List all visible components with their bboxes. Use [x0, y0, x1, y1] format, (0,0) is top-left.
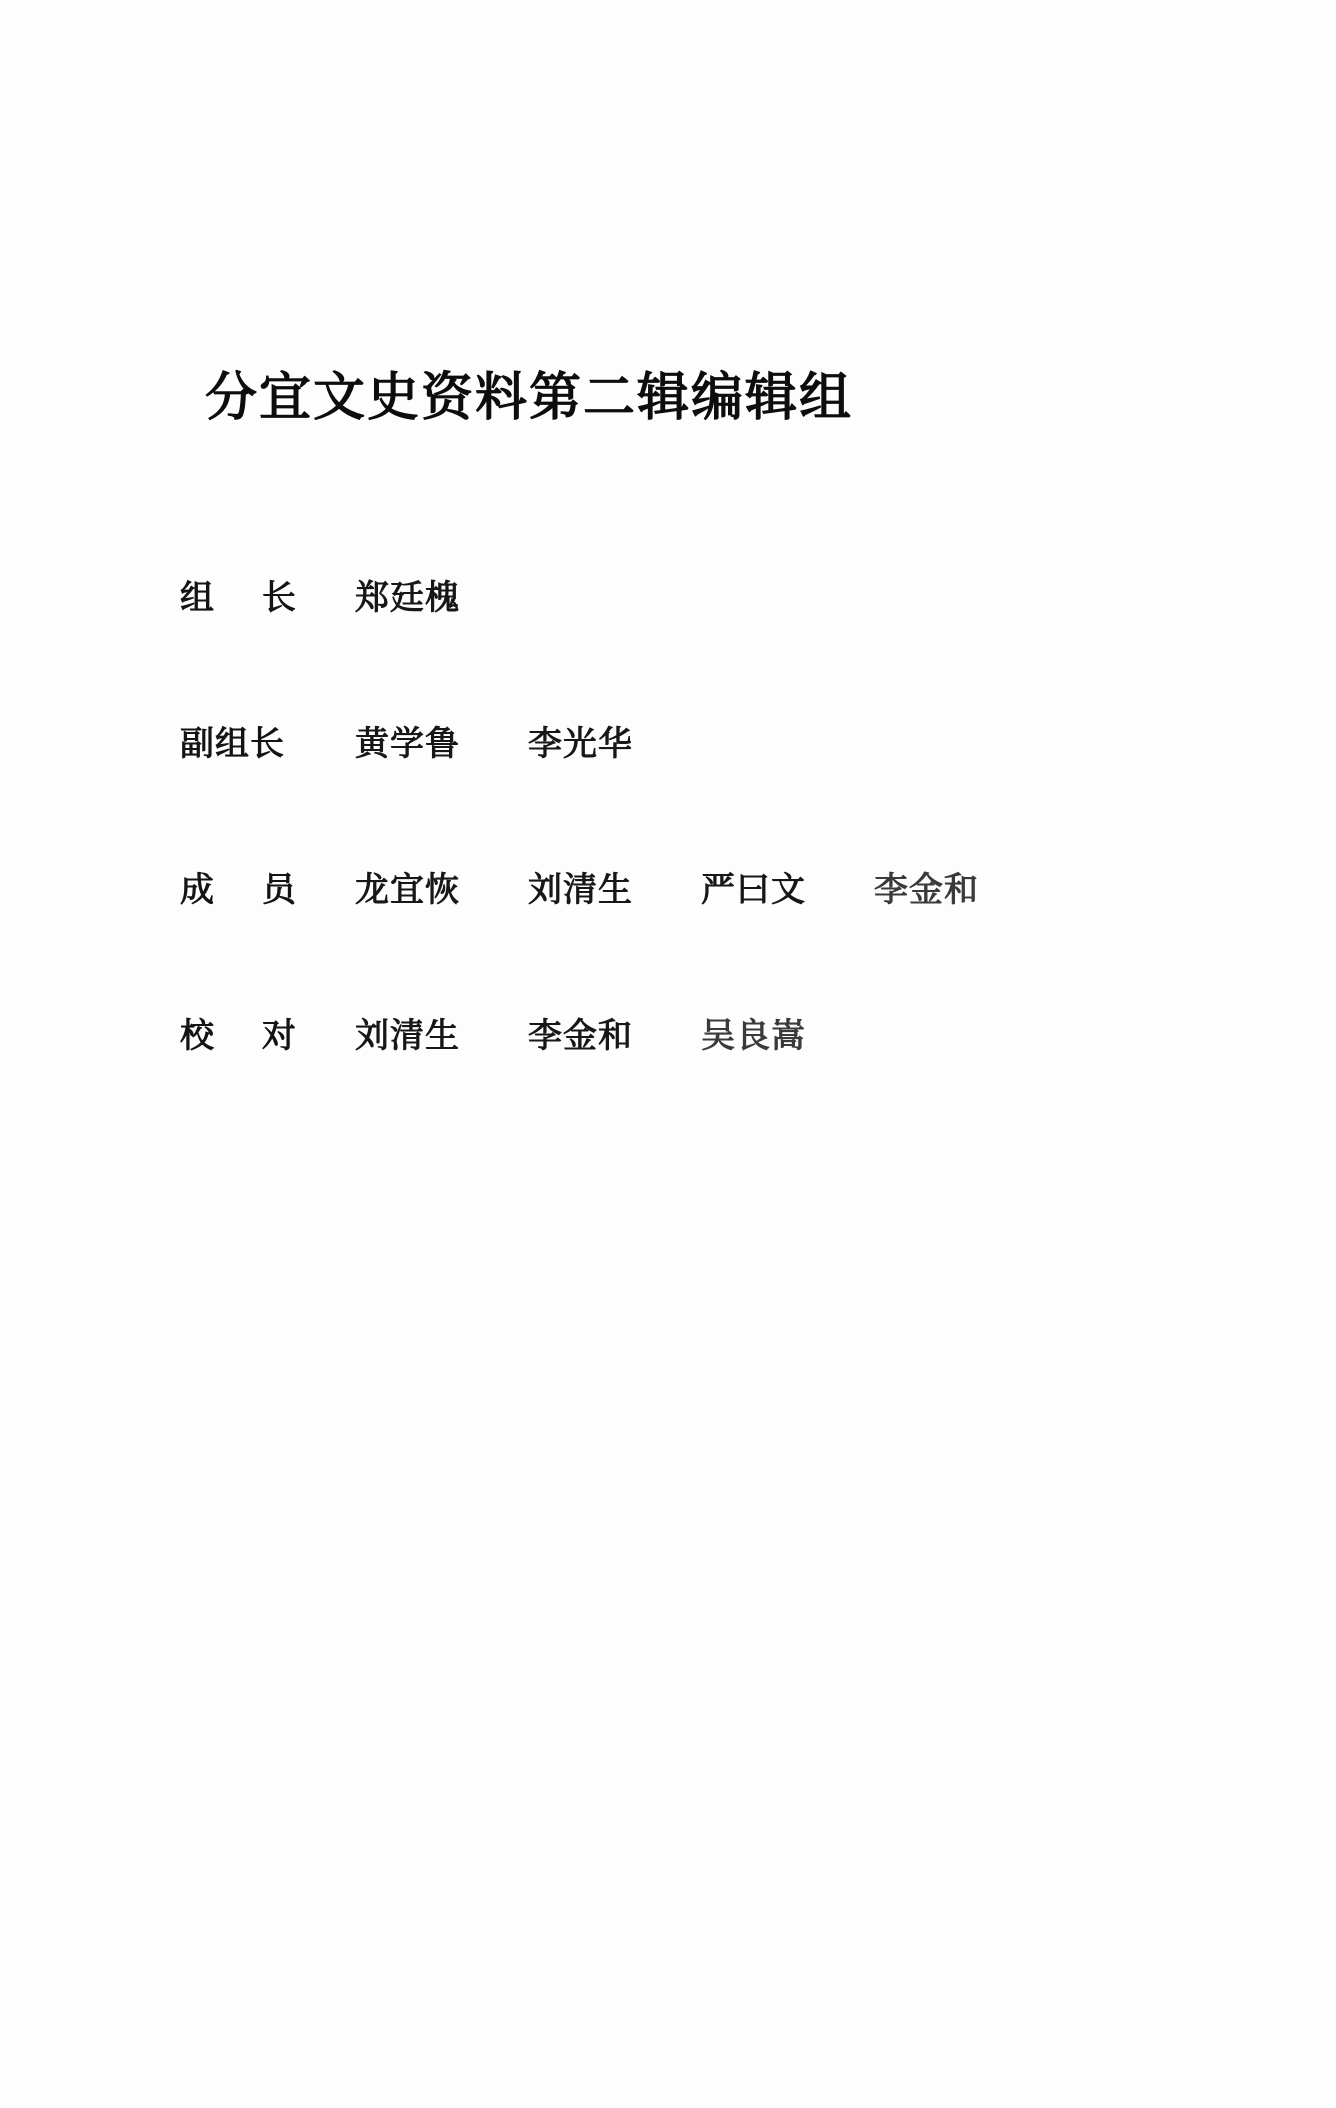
editorial-roster	[180, 570, 1180, 1154]
role-label: 校 对	[180, 1016, 314, 1056]
role-label: 成 员	[180, 870, 314, 910]
name-list	[355, 862, 979, 911]
page-title: 分宜文史资料第二辑编辑组	[205, 368, 854, 428]
name-list	[355, 570, 460, 619]
member-name: 严曰文	[701, 870, 806, 910]
roster-row	[180, 1008, 1180, 1054]
member-name: 刘清生	[355, 1016, 460, 1056]
member-name: 李金和	[874, 870, 979, 910]
role-label: 副组长	[180, 724, 285, 764]
member-name: 龙宜恢	[355, 870, 460, 910]
name-list	[355, 716, 633, 765]
member-name: 吴良嵩	[701, 1016, 806, 1056]
roster-row	[180, 716, 1180, 762]
roster-row	[180, 862, 1180, 908]
member-name: 李光华	[528, 724, 633, 764]
name-list	[355, 1008, 806, 1057]
member-name: 刘清生	[528, 870, 633, 910]
member-name: 郑廷槐	[355, 578, 460, 618]
member-name: 李金和	[528, 1016, 633, 1056]
roster-row	[180, 570, 1180, 616]
role-label: 组 长	[180, 578, 314, 618]
member-name: 黄学鲁	[355, 724, 460, 764]
